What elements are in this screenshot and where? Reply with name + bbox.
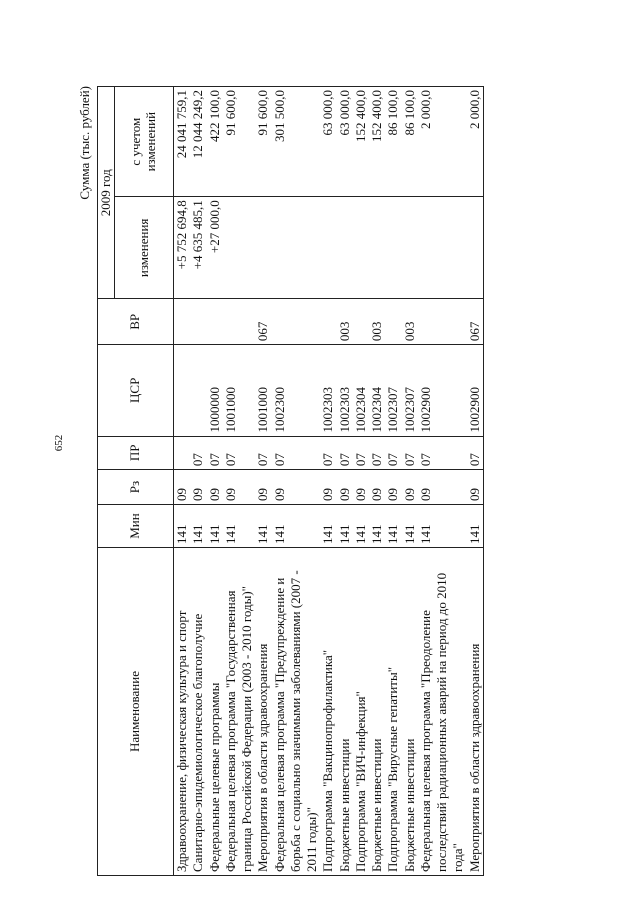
row-total: 2 000,0 (467, 87, 484, 197)
header-pr: ПР (98, 436, 174, 470)
row-min: 141 (385, 505, 401, 548)
row-pr: 07 (369, 436, 385, 470)
row-pr: 07 (207, 436, 223, 470)
row-pr: 07 (337, 436, 353, 470)
row-change: +27 000,0 (207, 197, 223, 299)
row-total: 24 041 759,1 (174, 87, 191, 197)
row-csr: 1002900 (467, 345, 484, 436)
row-change: +5 752 694,8 (174, 197, 191, 299)
header-year: 2009 год (98, 87, 115, 299)
row-csr: 1002307 (385, 345, 401, 436)
row-rz: 09 (402, 470, 418, 505)
row-change (255, 197, 271, 299)
row-min: 141 (337, 505, 353, 548)
row-name: Федеральная целевая программа "Преодоление последствий радиационных аварий на период до 2010 года" (418, 548, 467, 876)
table-row (385, 87, 401, 876)
header-min: Мин (98, 505, 174, 548)
row-name: Санитарно-эпидемиологическое благополучие (190, 548, 206, 876)
table-row (402, 87, 418, 876)
row-rz: 09 (255, 470, 271, 505)
row-csr: 1002300 (272, 345, 321, 436)
row-vr: 067 (255, 299, 271, 345)
row-total: 422 100,0 (207, 87, 223, 197)
table-row (467, 87, 484, 876)
row-min: 141 (402, 505, 418, 548)
row-pr: 07 (385, 436, 401, 470)
header-name: Наименование (98, 548, 174, 876)
row-min: 141 (320, 505, 336, 548)
row-change (320, 197, 336, 299)
row-vr (207, 299, 223, 345)
unit-caption: Сумма (тыс. рублей) (77, 86, 92, 200)
row-vr (418, 299, 467, 345)
row-total: 63 000,0 (320, 87, 336, 197)
row-pr: 07 (467, 436, 484, 470)
row-min: 141 (255, 505, 271, 548)
table-row (272, 87, 321, 876)
row-pr: 07 (418, 436, 467, 470)
table-row (369, 87, 385, 876)
row-csr: 1002304 (353, 345, 369, 436)
row-vr: 067 (467, 299, 484, 345)
row-csr: 1002307 (402, 345, 418, 436)
row-rz: 09 (207, 470, 223, 505)
row-total: 86 100,0 (385, 87, 401, 197)
header-with-changes: с учетом изменений (115, 87, 174, 197)
row-csr: 1002303 (320, 345, 336, 436)
header-changes: изменения (115, 197, 174, 299)
table-row (353, 87, 369, 876)
row-pr: 07 (190, 436, 206, 470)
row-csr (174, 345, 191, 436)
row-name: Подпрограмма "Вирусные гепатиты" (385, 548, 401, 876)
row-total: 91 600,0 (255, 87, 271, 197)
row-name: Федеральные целевые программы (207, 548, 223, 876)
row-rz: 09 (337, 470, 353, 505)
table-row (174, 87, 191, 876)
header-vr: ВР (98, 299, 174, 345)
row-name: Бюджетные инвестиции (402, 548, 418, 876)
row-pr: 07 (223, 436, 256, 470)
row-name: Здравоохранение, физическая культура и спорт (174, 548, 191, 876)
row-pr: 07 (320, 436, 336, 470)
row-vr: 003 (402, 299, 418, 345)
row-vr (174, 299, 191, 345)
header-csr: ЦСР (98, 345, 174, 436)
row-csr: 1001000 (223, 345, 256, 436)
table-body (174, 87, 484, 876)
row-name: Федеральная целевая программа "Государственная граница Российской Федерации (2003 - 2010 годы)" (223, 548, 256, 876)
row-rz: 09 (174, 470, 191, 505)
row-rz: 09 (190, 470, 206, 505)
row-min: 141 (353, 505, 369, 548)
row-csr: 1000000 (207, 345, 223, 436)
row-csr (190, 345, 206, 436)
row-total: 152 400,0 (369, 87, 385, 197)
row-vr (272, 299, 321, 345)
row-change (223, 197, 256, 299)
row-change (353, 197, 369, 299)
budget-table (97, 86, 484, 876)
budget-sheet (77, 86, 614, 876)
row-rz: 09 (272, 470, 321, 505)
row-change (337, 197, 353, 299)
row-vr (353, 299, 369, 345)
row-pr: 07 (353, 436, 369, 470)
row-change (402, 197, 418, 299)
row-rz: 09 (369, 470, 385, 505)
row-change: +4 635 485,1 (190, 197, 206, 299)
row-csr: 1002303 (337, 345, 353, 436)
row-pr: 07 (255, 436, 271, 470)
row-csr: 1001000 (255, 345, 271, 436)
table-row (320, 87, 336, 876)
row-change (467, 197, 484, 299)
row-vr: 003 (337, 299, 353, 345)
row-min: 141 (418, 505, 467, 548)
row-vr (385, 299, 401, 345)
row-rz: 09 (467, 470, 484, 505)
row-csr: 1002304 (369, 345, 385, 436)
row-name: Подпрограмма "ВИЧ-инфекция" (353, 548, 369, 876)
page-number: 652 (53, 434, 65, 452)
row-change (369, 197, 385, 299)
row-name: Мероприятия в области здравоохранения (467, 548, 484, 876)
table-row (418, 87, 467, 876)
row-total: 301 500,0 (272, 87, 321, 197)
row-rz: 09 (385, 470, 401, 505)
row-pr: 07 (272, 436, 321, 470)
row-change (418, 197, 467, 299)
header-rz: Рз (98, 470, 174, 505)
table-row (337, 87, 353, 876)
row-name: Подпрограмма "Вакцинопрофилактика" (320, 548, 336, 876)
row-min: 141 (272, 505, 321, 548)
row-min: 141 (207, 505, 223, 548)
row-pr: 07 (402, 436, 418, 470)
row-change (385, 197, 401, 299)
row-rz: 09 (353, 470, 369, 505)
row-vr (320, 299, 336, 345)
row-rz: 09 (418, 470, 467, 505)
table-row (190, 87, 206, 876)
row-min: 141 (467, 505, 484, 548)
row-name: Бюджетные инвестиции (337, 548, 353, 876)
row-pr (174, 436, 191, 470)
row-total: 12 044 249,2 (190, 87, 206, 197)
row-total: 2 000,0 (418, 87, 467, 197)
row-total: 63 000,0 (337, 87, 353, 197)
row-name: Мероприятия в области здравоохранения (255, 548, 271, 876)
row-min: 141 (223, 505, 256, 548)
row-total: 152 400,0 (353, 87, 369, 197)
row-total: 86 100,0 (402, 87, 418, 197)
table-row (255, 87, 271, 876)
row-rz: 09 (320, 470, 336, 505)
row-vr (223, 299, 256, 345)
row-min: 141 (190, 505, 206, 548)
row-name: Бюджетные инвестиции (369, 548, 385, 876)
row-vr (190, 299, 206, 345)
row-min: 141 (174, 505, 191, 548)
row-rz: 09 (223, 470, 256, 505)
table-row (223, 87, 256, 876)
row-name: Федеральная целевая программа "Предупреждение и борьба с социально значимыми заболеваниями (2007 - 2011 годы)" (272, 548, 321, 876)
row-change (272, 197, 321, 299)
table-row (207, 87, 223, 876)
row-csr: 1002900 (418, 345, 467, 436)
row-total: 91 600,0 (223, 87, 256, 197)
row-min: 141 (369, 505, 385, 548)
row-vr: 003 (369, 299, 385, 345)
